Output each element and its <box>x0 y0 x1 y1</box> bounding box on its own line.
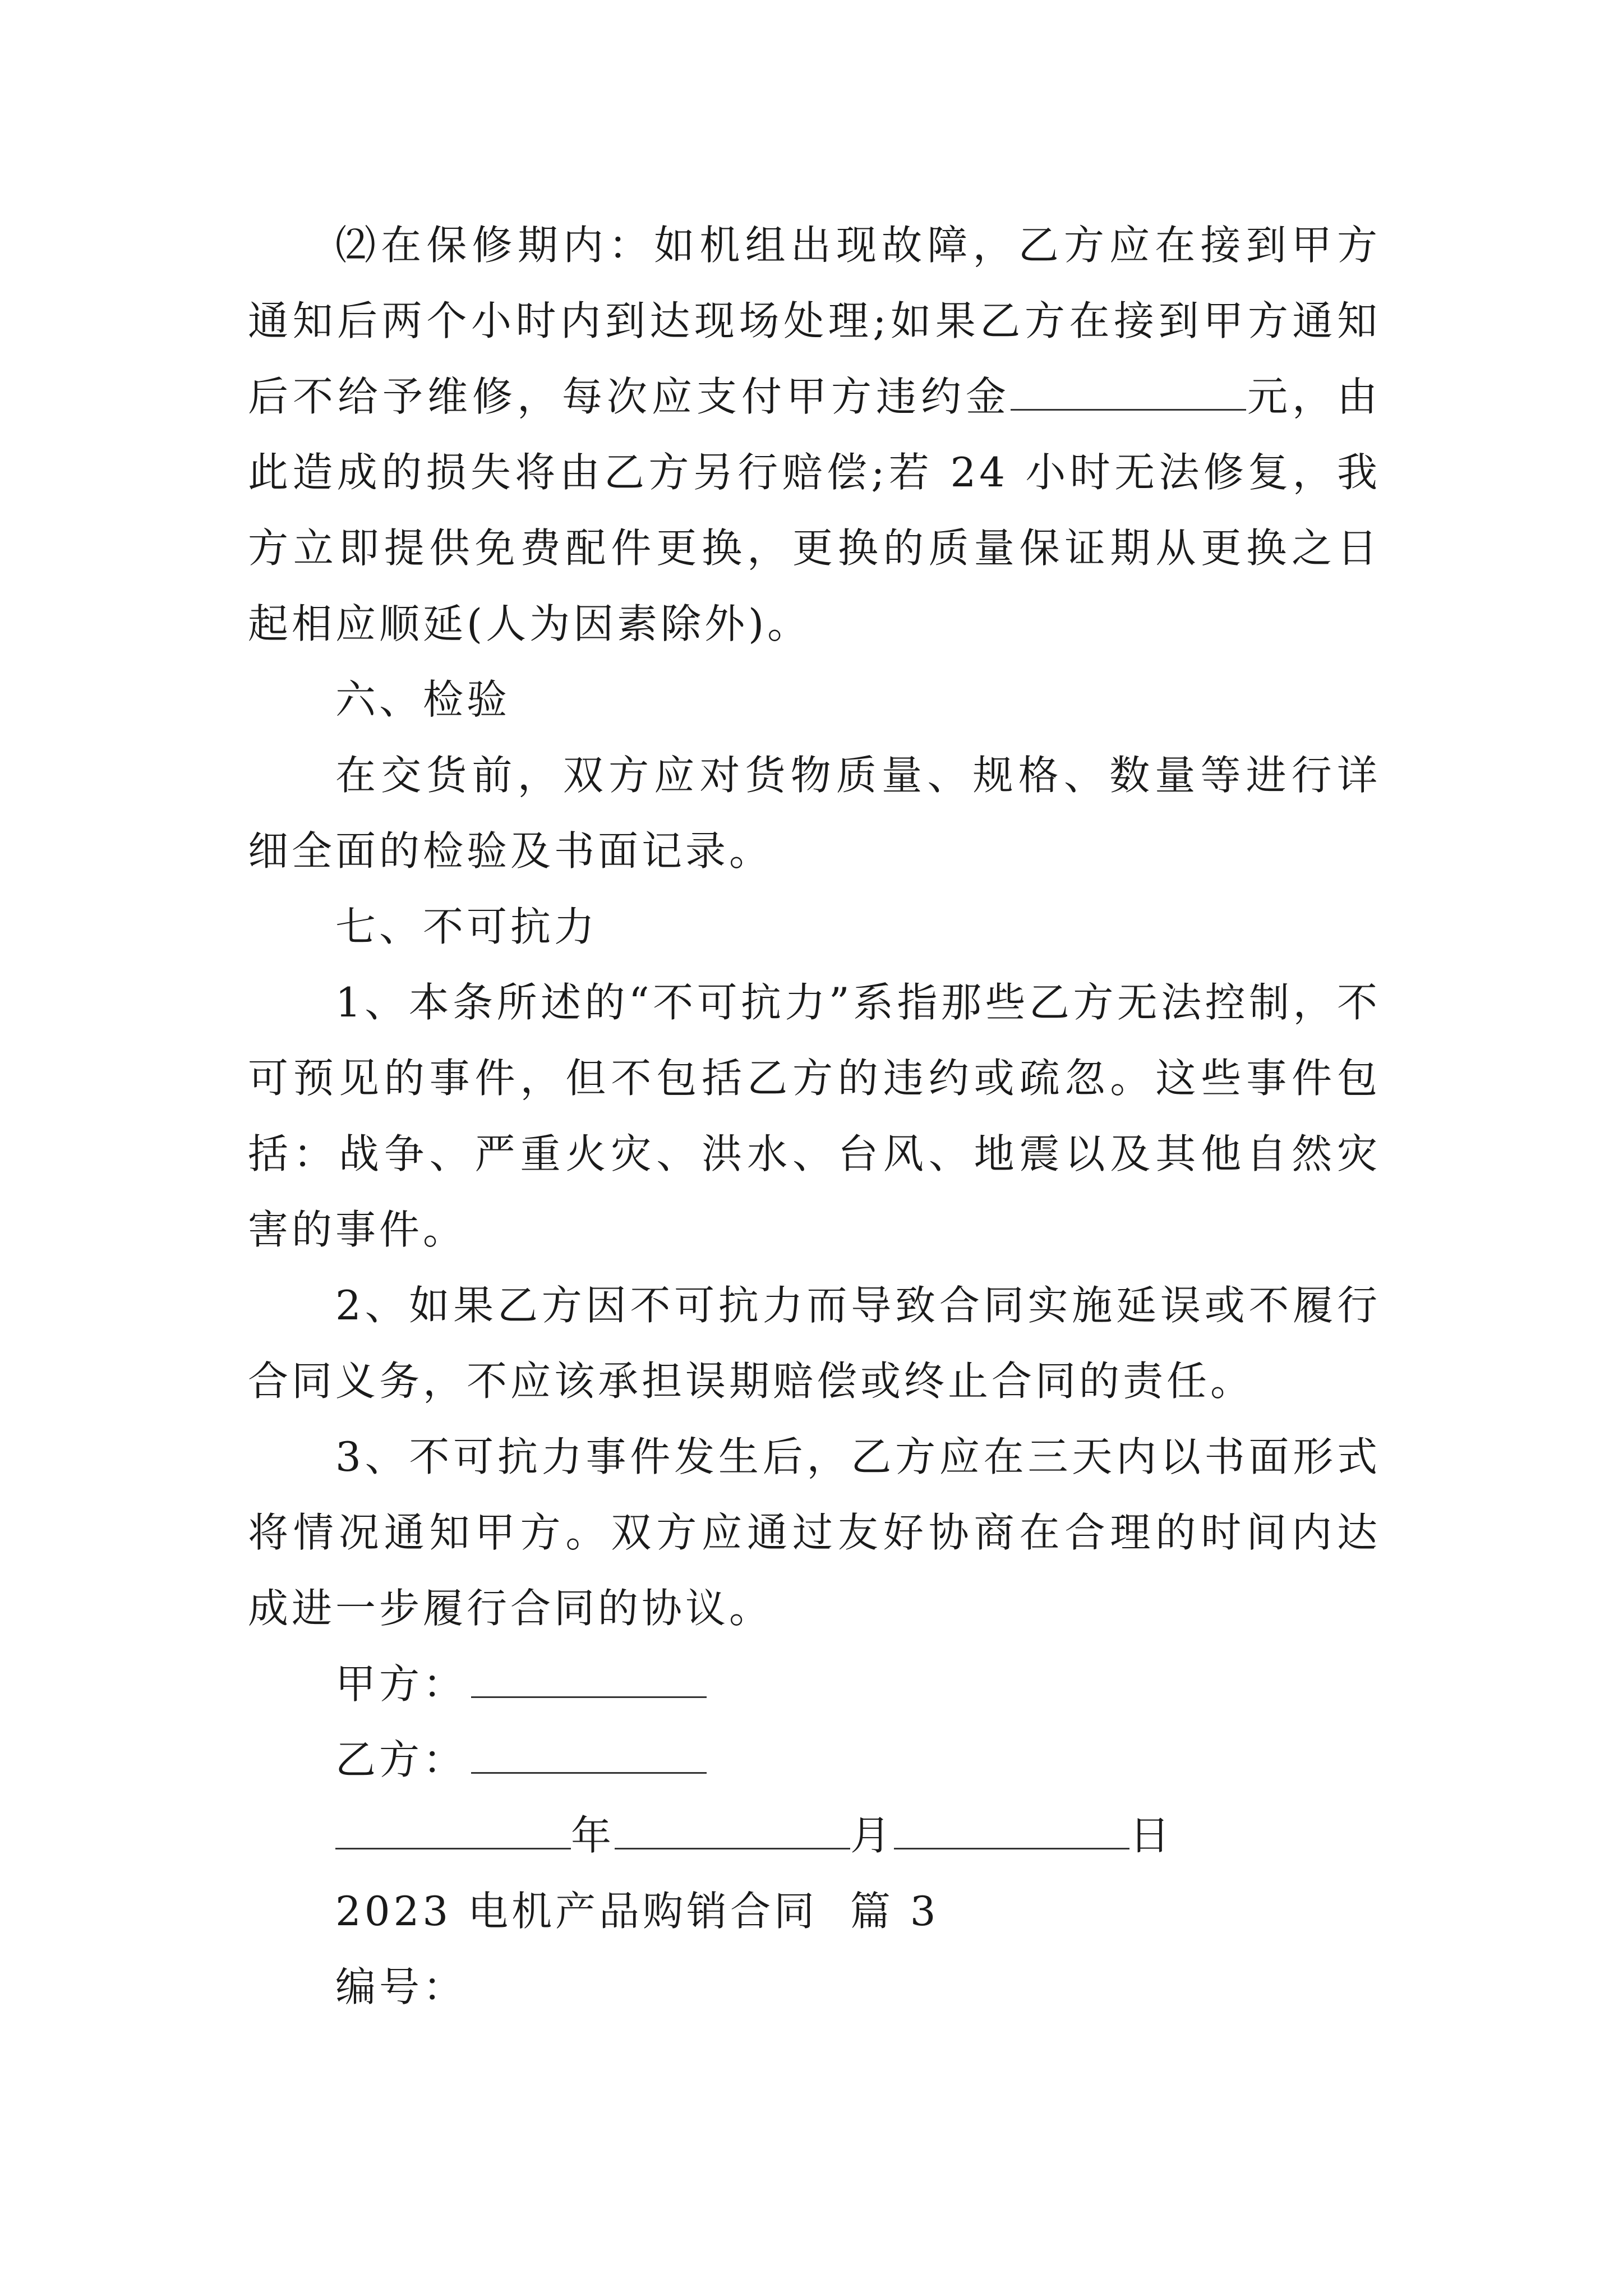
year-blank <box>335 1814 571 1849</box>
month-label: 月 <box>850 1812 895 1859</box>
year-label: 年 <box>571 1812 615 1859</box>
party-b-signature <box>248 1722 1381 1798</box>
contract-title: 2023 电机产品购销合同 篇 3 <box>335 1888 939 1935</box>
party-b-label: 乙方： <box>335 1736 467 1783</box>
warranty-text-before: ⑵在保修期内：如机组出现故障，乙方应在接到甲方通知后两个小时内到达现场处理;如果乙方在接到甲方通知后不给予维修，每次应支付甲方违约金 <box>248 222 1381 420</box>
penalty-amount-blank <box>1011 375 1246 411</box>
paragraph-warranty <box>248 208 1381 662</box>
day-label: 日 <box>1129 1812 1174 1859</box>
heading-force-majeure: 七、不可抗力 <box>335 903 598 950</box>
party-b-blank <box>471 1738 707 1774</box>
party-a-signature <box>248 1646 1381 1722</box>
month-blank <box>615 1814 850 1849</box>
contract-number-label: 编号： <box>335 1963 467 2010</box>
paragraph-force-majeure-1: 1、本条所述的“不可抗力”系指那些乙方无法控制，不可预见的事件，但不包括乙方的违约或疏忽。这些事件包括：战争、严重火灾、洪水、台风、地震以及其他自然灾害的事件。 <box>248 979 1381 1253</box>
paragraph-force-majeure-3: 3、不可抗力事件发生后，乙方应在三天内以书面形式将情况通知甲方。双方应通过友好协商在合理的时间内达成进一步履行合同的协议。 <box>248 1433 1381 1632</box>
day-blank <box>894 1814 1129 1849</box>
paragraph-force-majeure-2: 2、如果乙方因不可抗力而导致合同实施延误或不履行合同义务，不应该承担误期赔偿或终止合同的责任。 <box>248 1282 1381 1405</box>
paragraph-inspection: 在交货前，双方应对货物质量、规格、数量等进行详细全面的检验及书面记录。 <box>248 752 1381 875</box>
party-a-blank <box>471 1663 707 1698</box>
heading-inspection: 六、检验 <box>335 676 511 723</box>
party-a-label: 甲方： <box>335 1660 467 1708</box>
date-line <box>248 1798 1381 1874</box>
warranty-text-after: 元，由此造成的损失将由乙方另行赔偿;若 24 小时无法修复，我方立即提供免费配件更换，更换的质量保证期从更换之日起相应顺延(人为因素除外)。 <box>248 373 1381 647</box>
document-body <box>248 208 1381 2025</box>
